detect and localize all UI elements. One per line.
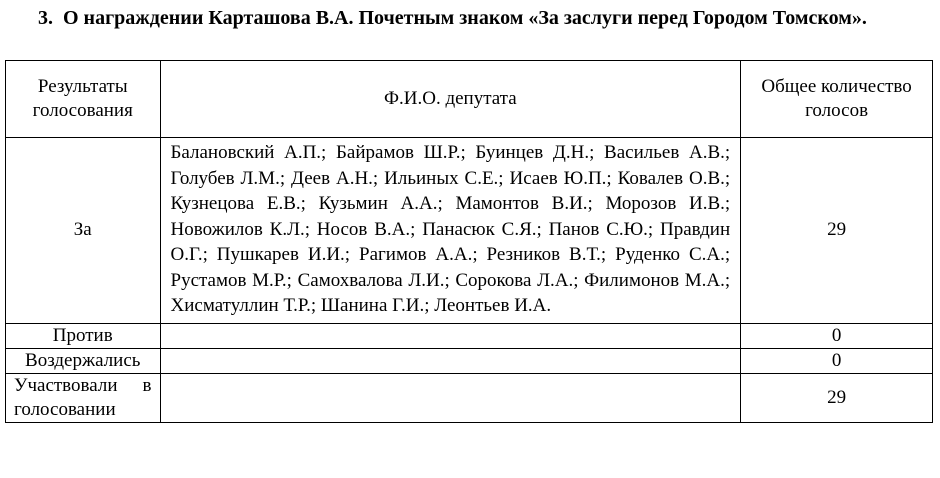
table-row-for bbox=[6, 138, 933, 324]
item-heading bbox=[32, 8, 932, 29]
item-title: О награждении Карташова В.А. Почетным знаком «За заслуги перед Городом Томском». bbox=[63, 7, 867, 29]
deputies-for-list: Балановский А.П.; Байрамов Ш.Р.; Буинцев Д.Н.; Васильев А.В.; Голубев Л.М.; Деев А.Н.; Ильиных С.Е.; Исаев Ю.П.; Ковалев О.В.; Кузнецова Е.В.; Кузьмин А.А.; Мамонтов В.И.; Морозов И.В.; Новожилов К.Л.; Носов В.А.; Панасюк С.Я.; Панов С.Ю.; Правдин О.Г.; Пушкарев И.И.; Рагимов А.А.; Резников В.Т.; Руденко С.А.; Рустамов М.Р.; Самохвалова Л.И.; Сорокова Л.А.; Филимонов М.А.; Хисматуллин Т.Р.; Шанина Г.И.; Леонтьев И.А. bbox=[160, 138, 741, 324]
table-row-abstained bbox=[6, 348, 933, 373]
header-voting-result: Результаты голосования bbox=[6, 61, 161, 138]
count-for: 29 bbox=[741, 138, 933, 324]
result-for: За bbox=[6, 138, 161, 324]
header-deputy-name: Ф.И.О. депутата bbox=[160, 61, 741, 138]
table-row-participated bbox=[6, 373, 933, 422]
table-row-against bbox=[6, 323, 933, 348]
deputies-participated-list bbox=[160, 373, 741, 422]
result-abstained: Воздержались bbox=[6, 348, 161, 373]
result-participated: Участвовали в голосовании bbox=[6, 373, 161, 422]
result-against: Против bbox=[6, 323, 161, 348]
count-participated: 29 bbox=[741, 373, 933, 422]
table-header-row bbox=[6, 61, 933, 138]
deputies-abstained-list bbox=[160, 348, 741, 373]
count-abstained: 0 bbox=[741, 348, 933, 373]
item-number: 3. bbox=[38, 7, 53, 29]
header-total-votes: Общее количество голосов bbox=[741, 61, 933, 138]
voting-results-table bbox=[5, 60, 933, 423]
count-against: 0 bbox=[741, 323, 933, 348]
deputies-against-list bbox=[160, 323, 741, 348]
